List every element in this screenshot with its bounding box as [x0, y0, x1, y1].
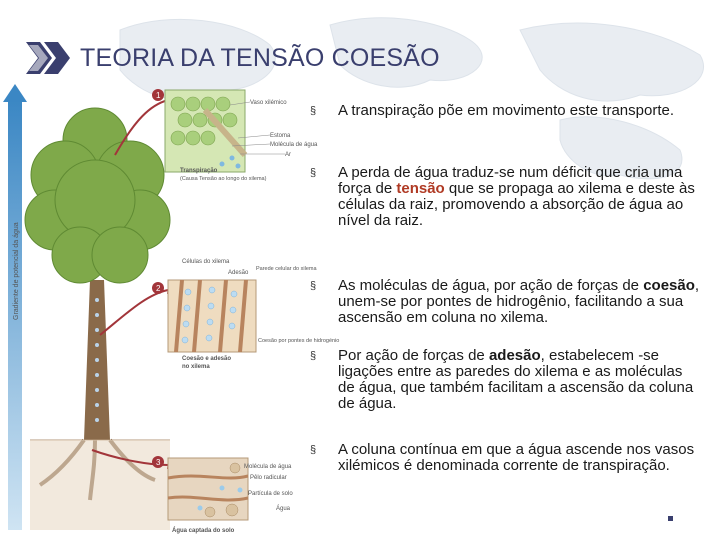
step-1-number: 1	[156, 91, 161, 100]
bullet-text: A perda de água traduz-se num déficit que cria uma força de tensão que se propaga ao xilema e deste às células da raiz, promovendo a absorção de água ao nível da raiz.	[338, 164, 695, 229]
slide-corner-mark	[668, 516, 673, 521]
label-water: Água	[276, 506, 291, 512]
panel-transpiration	[165, 90, 245, 172]
label-air: Ar	[285, 152, 291, 158]
panel-soil-water-uptake	[168, 458, 248, 520]
chevron-logo-icon	[22, 38, 72, 78]
bullet-text: A coluna contínua em que a água ascende nos vasos xilémicos é denominada corrente de transpiração.	[338, 441, 695, 474]
label-stoma: Estoma	[270, 133, 291, 139]
label-water-molecule-3: Molécula de água	[244, 464, 292, 470]
label-hydrogen-bond-cohesion: Coesão por pontes de hidrogénio	[258, 338, 340, 344]
label-xylem-cell-wall: Parede celular do xilema	[256, 266, 317, 272]
label-water-molecule-1: Molécula de água	[270, 142, 318, 148]
bullet-text: A transpiração põe em movimento este transporte.	[338, 102, 675, 119]
panel3-caption: Água captada do solo	[172, 528, 235, 534]
gradient-label: Gradiente de potencial da água	[13, 222, 20, 320]
bullet-marker: §	[310, 105, 317, 117]
bullet-text: As moléculas de água, por ação de forças de coesão, unem-se por pontes de hidrogênio, facilitando a sua ascensão em coluna no xilema.	[338, 277, 700, 326]
label-soil-particle: Partícula de solo	[248, 491, 293, 497]
panel1-caption-1: Transpiração	[180, 168, 218, 174]
label-adhesion: Adesão	[228, 270, 249, 276]
slide-title: TEORIA DA TENSÃO COESÃO	[80, 44, 440, 72]
panel2-caption-1: Coesão e adesão	[182, 356, 232, 362]
term-cohesion: coesão	[643, 277, 695, 294]
panel2-caption-2: no xilema	[182, 364, 210, 370]
bullet-marker: §	[310, 280, 317, 292]
term-tension: tensão	[396, 180, 445, 197]
term-adhesion: adesão	[488, 347, 541, 364]
step-3-number: 3	[156, 458, 161, 467]
tension-cohesion-illustration	[0, 80, 340, 540]
bullet-marker: §	[310, 350, 317, 362]
label-xylem-vessel: Vaso xilémico	[250, 100, 287, 106]
step-2-number: 2	[156, 284, 161, 293]
panel-cohesion-adhesion	[168, 280, 256, 352]
bullet-marker: §	[310, 167, 317, 179]
panel1-caption-2: (Causa Tensão ao longo do xilema)	[180, 176, 267, 182]
bullet-marker: §	[310, 444, 317, 456]
bullet-text: Por ação de forças de adesão, estabelecem -se ligações entre as paredes do xilema e as moléculas de água, que também facilitam a ascensão da coluna de água.	[338, 347, 694, 412]
label-xylem-cells: Células do xilema	[182, 259, 230, 265]
label-root-hair: Pêlo radicular	[250, 475, 287, 481]
